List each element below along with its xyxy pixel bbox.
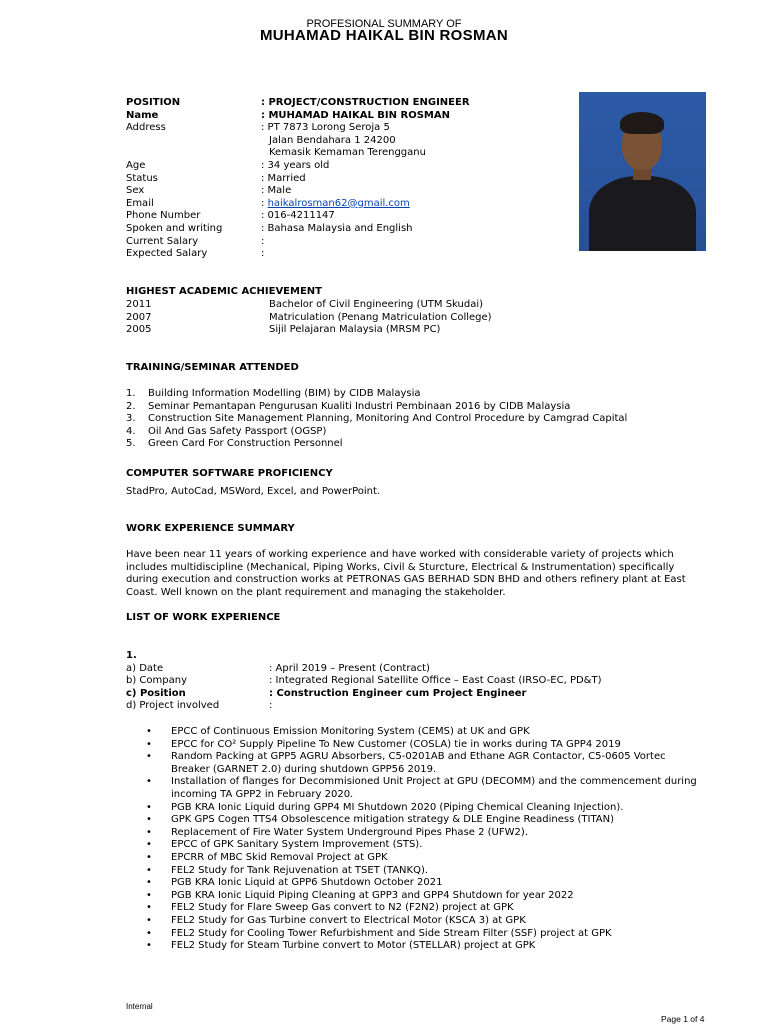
info-row-language (126, 223, 576, 236)
list-item: • PGB KRA Ionic Liquid Piping Cleaning at GPP3 and GPP4 Shutdown for year 2022 (146, 889, 574, 901)
info-row-address (126, 122, 576, 135)
info-row-name (126, 110, 576, 123)
summary-line: includes multidiscipline (Mechanical, Piping Works, Civil & Sturcture, Electrical & Instrumentation) specifically (126, 561, 675, 573)
training-list (126, 388, 716, 451)
personal-info (126, 97, 576, 261)
experience-project-label: d) Project involved : (126, 700, 273, 712)
summary-line: Have been near 11 years of working experience and have worked with considerable variety of projects which (126, 549, 674, 560)
position-value: : PROJECT/CONSTRUCTION ENGINEER (261, 97, 470, 108)
page-number: Page 1 of 4 (661, 1014, 705, 1024)
list-item: 4. Oil And Gas Safety Passport (OGSP) (126, 425, 327, 437)
list-item: 3. Construction Site Management Planning, Monitoring And Control Procedure by Camgrad Capital (126, 413, 628, 425)
academic-heading: HIGHEST ACADEMIC ACHIEVEMENT (126, 286, 322, 297)
experience-position: c) Position : Construction Engineer cum Project Engineer (126, 687, 527, 699)
photo-shirt (589, 176, 696, 251)
address-line-3: Kemasik Kemaman Terengganu (269, 147, 426, 159)
experience-entry (126, 650, 716, 713)
photo-hair (620, 112, 664, 134)
training-heading: TRAINING/SEMINAR ATTENDED (126, 362, 299, 373)
academic-desc: Bachelor of Civil Engineering (UTM Skudai) (269, 299, 484, 310)
expected-salary-label: Expected Salary (126, 248, 208, 260)
summary-paragraph (126, 549, 716, 599)
expected-salary-value: : (261, 248, 265, 260)
list-item: • EPCRR of MBC Skid Removal Project at GPK (146, 851, 388, 863)
address-line-1: : PT 7873 Lorong Seroja 5 (261, 122, 390, 134)
experience-number: 1. (126, 650, 137, 661)
info-row-address-2 (126, 135, 576, 148)
footer-classification: Internal (126, 1002, 153, 1011)
email-link[interactable]: haikalrosman62@gmail.com (267, 197, 410, 209)
academic-desc: Sijil Pelajaran Malaysia (MRSM PC) (269, 324, 441, 336)
current-salary-label: Current Salary (126, 235, 199, 247)
list-item: • EPCC of Continuous Emission Monitoring System (CEMS) at UK and GPK (146, 726, 530, 737)
info-row-email (126, 198, 576, 211)
status-label: Status (126, 172, 158, 184)
academic-row (126, 312, 716, 325)
experience-date: a) Date : April 2019 – Present (Contract) (126, 662, 430, 674)
project-list (146, 726, 711, 953)
info-row-age (126, 160, 576, 173)
academic-desc: Matriculation (Penang Matriculation College) (269, 311, 492, 323)
list-item: • Replacement of Fire Water System Underground Pipes Phase 2 (UFW2). (146, 826, 528, 838)
academic-row (126, 299, 716, 312)
list-item: • PGB KRA Ionic Liquid during GPP4 MI Shutdown 2020 (Piping Chemical Cleaning Injection). (146, 801, 624, 813)
info-row-status (126, 173, 576, 186)
address-line-2: Jalan Bendahara 1 24200 (269, 134, 396, 146)
software-text: StadPro, AutoCad, MSWord, Excel, and PowerPoint. (126, 486, 381, 497)
list-item: • FEL2 Study for Steam Turbine convert to Motor (STELLAR) project at GPK (146, 940, 536, 952)
software-heading: COMPUTER SOFTWARE PROFICIENCY (126, 468, 333, 479)
academic-row (126, 324, 716, 337)
phone-value: : 016-4211147 (261, 210, 335, 222)
email-prefix: : (261, 197, 268, 209)
position-label: POSITION (126, 97, 181, 108)
name-label: Name (126, 109, 159, 121)
summary-line: Coast. Well known on the plant requirement and managing the stakeholder. (126, 586, 506, 598)
name-value: : MUHAMAD HAIKAL BIN ROSMAN (261, 109, 450, 121)
sex-label: Sex (126, 185, 145, 197)
list-item: incoming TA GPP2 in February 2020. (171, 788, 354, 800)
summary-heading: WORK EXPERIENCE SUMMARY (126, 523, 295, 534)
list-item: • PGB KRA Ionic Liquid at GPP6 Shutdown October 2021 (146, 877, 443, 889)
info-row-expected-salary (126, 248, 576, 261)
academic-year: 2011 (126, 299, 152, 310)
list-item: • EPCC of GPK Sanitary System Improvement (STS). (146, 839, 423, 851)
language-label: Spoken and writing (126, 222, 223, 234)
summary-line: during execution and construction works at PETRONAS GAS BERHAD SDN BHD and others refinery plant at East (126, 574, 686, 586)
address-label: Address (126, 122, 166, 134)
phone-label: Phone Number (126, 210, 201, 222)
experience-company: b) Company : Integrated Regional Satellite Office – East Coast (IRSO-EC, PD&T) (126, 675, 602, 687)
academic-year: 2007 (126, 311, 152, 323)
info-row-sex (126, 185, 576, 198)
status-value: : Married (261, 172, 306, 184)
profile-photo (579, 92, 706, 251)
info-row-address-3 (126, 147, 576, 160)
age-label: Age (126, 159, 146, 171)
sex-value: : Male (261, 185, 292, 197)
experience-heading: LIST OF WORK EXPERIENCE (126, 612, 281, 623)
document-title: MUHAMAD HAIKAL BIN ROSMAN (259, 27, 509, 44)
list-item: • FEL2 Study for Flare Sweep Gas convert to N2 (F2N2) project at GPK (146, 902, 514, 914)
info-row-current-salary (126, 236, 576, 249)
list-item: 5. Green Card For Construction Personnel (126, 438, 343, 450)
list-item: • FEL2 Study for Tank Rejuvenation at TSET (TANKQ). (146, 864, 429, 876)
list-item: • Random Packing at GPP5 AGRU Absorbers, C5-0201AB and Ethane AGR Contactor, C5-0605 Vortec (146, 751, 666, 763)
email-label: Email (126, 197, 154, 209)
age-value: : 34 years old (261, 159, 330, 171)
current-salary-value: : (261, 235, 265, 247)
list-item: • FEL2 Study for Cooling Tower Refurbishment and Side Stream Filter (SSF) project at GPK (146, 927, 612, 939)
info-row-position (126, 97, 576, 110)
language-value: : Bahasa Malaysia and English (261, 222, 413, 234)
list-item: 1. Building Information Modelling (BIM) by CIDB Malaysia (126, 388, 421, 399)
list-item: • FEL2 Study for Gas Turbine convert to Electrical Motor (KSCA 3) at GPK (146, 914, 526, 926)
info-row-phone (126, 210, 576, 223)
list-item: 2. Seminar Pemantapan Pengurusan Kualiti Industri Pembinaan 2016 by CIDB Malaysia (126, 400, 571, 412)
academic-list (126, 299, 716, 337)
list-item: • Installation of flanges for Decommisioned Unit Project at GPU (DECOMM) and the commencement during (146, 776, 697, 788)
list-item: • GPK GPS Cogen TTS4 Obsolescence mitigation strategy & DLE Engine Readiness (TITAN) (146, 814, 614, 826)
document-subtitle: PROFESIONAL SUMMARY OF (306, 18, 462, 30)
list-item: Breaker (GARNET 2.0) during shutdown GPP56 2019. (171, 763, 437, 775)
academic-year: 2005 (126, 324, 152, 336)
list-item: • EPCC for CO² Supply Pipeline To New Customer (COSLA) tie in works during TA GPP4 2019 (146, 738, 621, 750)
